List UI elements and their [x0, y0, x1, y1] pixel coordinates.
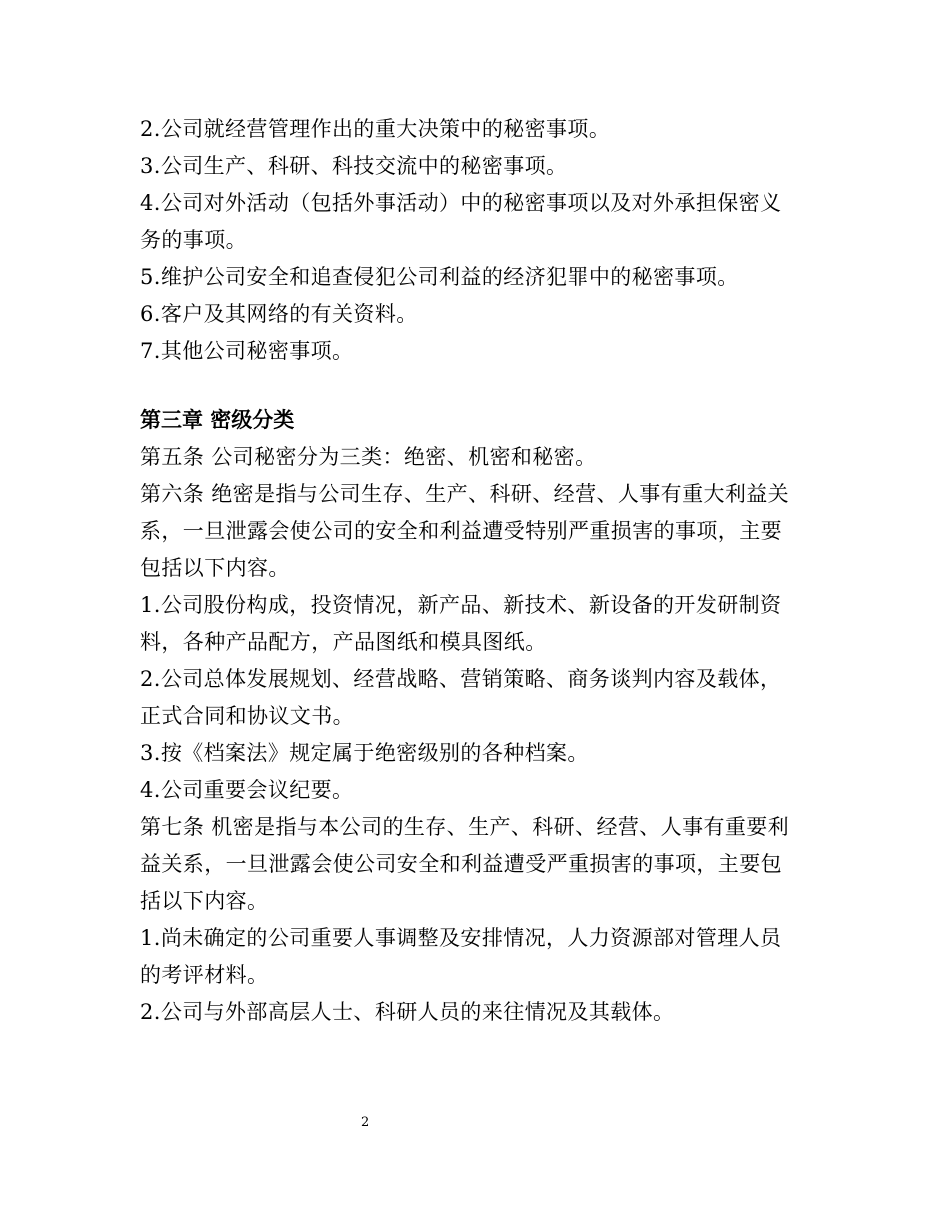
text-line: 4.公司重要会议纪要。	[140, 778, 354, 802]
text-line: 正式合同和协议文书。	[140, 704, 354, 728]
text-line: 5.维护公司安全和追查侵犯公司利益的经济犯罪中的秘密事项。	[140, 265, 739, 289]
text-line: 2.公司就经营管理作出的重大决策中的秘密事项。	[140, 117, 611, 141]
text-line: 第五条 公司秘密分为三类：绝密、机密和秘密。	[140, 445, 597, 469]
text-line: 系，一旦泄露会使公司的安全和利益遭受特别严重损害的事项，主要	[140, 519, 782, 543]
text-line: 包括以下内容。	[140, 556, 290, 580]
item-list-block	[140, 111, 812, 370]
text-line: 4.公司对外活动（包括外事活动）中的秘密事项以及对外承担保密义	[140, 191, 782, 215]
text-line: 1.尚未确定的公司重要人事调整及安排情况，人力资源部对管理人员	[140, 926, 782, 950]
text-line: 料，各种产品配方，产品图纸和模具图纸。	[140, 630, 547, 654]
chapter-heading: 第三章 密级分类	[140, 408, 295, 432]
text-line: 的考评材料。	[140, 963, 269, 987]
text-line: 务的事项。	[140, 228, 247, 252]
text-line: 2.公司与外部高层人士、科研人员的来往情况及其载体。	[140, 1000, 675, 1024]
text-line: 1.公司股份构成，投资情况，新产品、新技术、新设备的开发研制资	[140, 593, 782, 617]
text-line: 7.其他公司秘密事项。	[140, 339, 354, 363]
text-line: 益关系，一旦泄露会使公司安全和利益遭受严重损害的事项，主要包	[140, 852, 782, 876]
text-line: 第六条 绝密是指与公司生存、生产、科研、经营、人事有重大利益关	[140, 482, 790, 506]
classification-block	[140, 439, 812, 1031]
page-number: 2	[361, 1115, 370, 1130]
text-line: 第七条 机密是指与本公司的生存、生产、科研、经营、人事有重要利	[140, 815, 790, 839]
text-line: 2.公司总体发展规划、经营战略、营销策略、商务谈判内容及载体，	[140, 667, 782, 691]
text-line: 括以下内容。	[140, 889, 269, 913]
page-content	[140, 111, 812, 1031]
text-line: 6.客户及其网络的有关资料。	[140, 302, 418, 326]
section-spacer	[140, 370, 812, 402]
text-line: 3.按《档案法》规定属于绝密级别的各种档案。	[140, 741, 589, 765]
text-line: 3.公司生产、科研、科技交流中的秘密事项。	[140, 154, 568, 178]
